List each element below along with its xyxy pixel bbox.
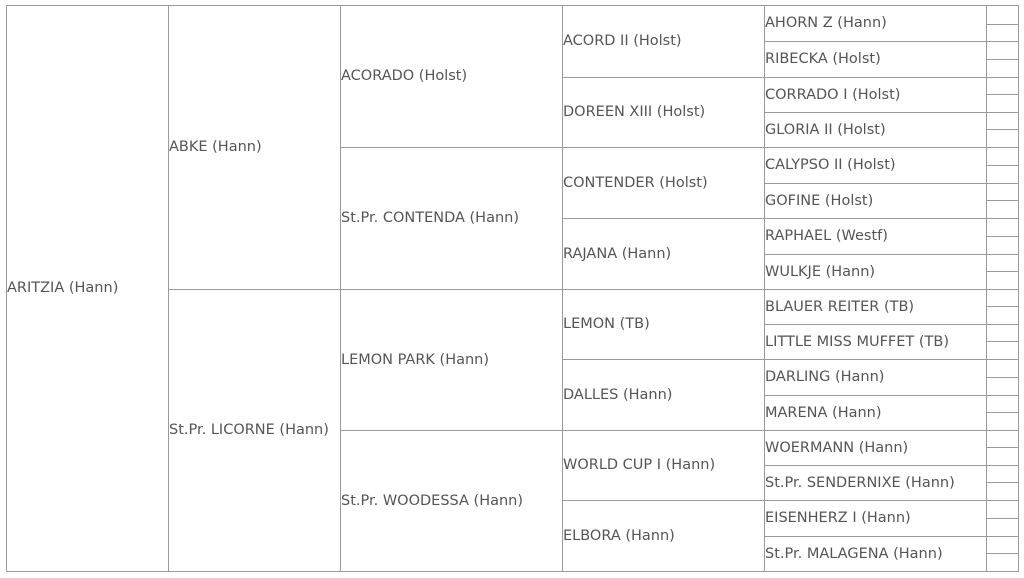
horse-name: ARITZIA (Hann) xyxy=(7,280,119,297)
pedigree-table xyxy=(6,5,1019,572)
grandparent-name: St.Pr. WOODESSA (Hann) xyxy=(341,492,524,509)
pedigree-horse-cell xyxy=(7,6,169,571)
sire-cell xyxy=(169,6,341,289)
ggg-name: BLAUER REITER (TB) xyxy=(765,298,915,315)
ggg-cell xyxy=(765,289,987,324)
g6-cell xyxy=(987,59,1018,77)
ggg-cell xyxy=(765,430,987,465)
ggg-name: WULKJE (Hann) xyxy=(765,263,876,280)
great-grandparent-cell xyxy=(563,147,765,218)
great-grandparent-cell xyxy=(563,289,765,359)
grandparent-cell xyxy=(341,6,563,147)
g6-cell xyxy=(987,324,1018,341)
ggg-cell xyxy=(765,500,987,536)
ggg-cell xyxy=(765,395,987,430)
g6-cell xyxy=(987,289,1018,306)
ggg-name: WOERMANN (Hann) xyxy=(765,439,909,456)
great-grandparent-cell xyxy=(563,6,765,77)
ggg-name: RAPHAEL (Westf) xyxy=(765,228,888,245)
ggg-cell xyxy=(765,41,987,77)
great-grandparent-name: RAJANA (Hann) xyxy=(563,245,672,262)
g6-cell xyxy=(987,24,1018,41)
sire-name: ABKE (Hann) xyxy=(169,139,262,156)
ggg-name: CALYPSO II (Holst) xyxy=(765,157,896,174)
g6-cell xyxy=(987,482,1018,500)
ggg-name: EISENHERZ I (Hann) xyxy=(765,510,911,527)
great-grandparent-cell xyxy=(563,77,765,147)
g6-cell xyxy=(987,500,1018,518)
g6-cell xyxy=(987,94,1018,112)
g6-cell xyxy=(987,165,1018,183)
grandparent-cell xyxy=(341,147,563,289)
ggg-cell xyxy=(765,359,987,395)
g6-cell xyxy=(987,447,1018,465)
g6-cell xyxy=(987,41,1018,59)
g6-cell xyxy=(987,341,1018,359)
g6-cell xyxy=(987,77,1018,94)
great-grandparent-cell xyxy=(563,500,765,571)
ggg-cell xyxy=(765,465,987,500)
grandparent-name: LEMON PARK (Hann) xyxy=(341,351,490,368)
great-grandparent-name: ACORD II (Holst) xyxy=(563,33,682,50)
great-grandparent-name: ELBORA (Hann) xyxy=(563,527,675,544)
ggg-name: GOFINE (Holst) xyxy=(765,192,874,209)
g6-cell xyxy=(987,112,1018,129)
ggg-cell xyxy=(765,112,987,147)
ggg-cell xyxy=(765,536,987,571)
g6-cell xyxy=(987,395,1018,412)
ggg-cell xyxy=(765,183,987,218)
g6-cell xyxy=(987,465,1018,482)
g6-cell xyxy=(987,359,1018,377)
great-grandparent-cell xyxy=(563,218,765,289)
g6-cell xyxy=(987,518,1018,536)
ggg-cell xyxy=(765,77,987,112)
grandparent-cell xyxy=(341,289,563,430)
g6-cell xyxy=(987,412,1018,430)
great-grandparent-name: DOREEN XIII (Holst) xyxy=(563,104,706,121)
great-grandparent-cell xyxy=(563,430,765,500)
g6-cell xyxy=(987,430,1018,447)
dam-name: St.Pr. LICORNE (Hann) xyxy=(169,422,329,439)
great-grandparent-name: LEMON (TB) xyxy=(563,316,650,333)
ggg-cell xyxy=(765,147,987,183)
g6-cell xyxy=(987,254,1018,271)
g6-cell xyxy=(987,306,1018,324)
ggg-name: LITTLE MISS MUFFET (TB) xyxy=(765,333,950,350)
great-grandparent-name: CONTENDER (Holst) xyxy=(563,174,708,191)
ggg-cell xyxy=(765,254,987,289)
g6-cell xyxy=(987,377,1018,395)
g6-cell xyxy=(987,200,1018,218)
grandparent-name: ACORADO (Holst) xyxy=(341,68,468,85)
dam-cell xyxy=(169,289,341,571)
g6-cell xyxy=(987,129,1018,147)
g6-cell xyxy=(987,236,1018,254)
grandparent-cell xyxy=(341,430,563,571)
ggg-cell xyxy=(765,324,987,359)
ggg-name: AHORN Z (Hann) xyxy=(765,15,887,32)
great-grandparent-name: DALLES (Hann) xyxy=(563,386,673,403)
ggg-cell xyxy=(765,218,987,254)
great-grandparent-name: WORLD CUP I (Hann) xyxy=(563,457,716,474)
ggg-name: GLORIA II (Holst) xyxy=(765,121,886,138)
g6-cell xyxy=(987,147,1018,165)
grandparent-name: St.Pr. CONTENDA (Hann) xyxy=(341,210,520,227)
ggg-name: RIBECKA (Holst) xyxy=(765,51,881,68)
g6-cell xyxy=(987,553,1018,571)
ggg-name: St.Pr. MALAGENA (Hann) xyxy=(765,545,943,562)
ggg-name: CORRADO I (Holst) xyxy=(765,86,901,103)
g6-cell xyxy=(987,218,1018,236)
ggg-name: St.Pr. SENDERNIXE (Hann) xyxy=(765,474,955,491)
g6-cell xyxy=(987,6,1018,24)
g6-cell xyxy=(987,271,1018,289)
g6-cell xyxy=(987,183,1018,200)
ggg-name: MARENA (Hann) xyxy=(765,404,882,421)
ggg-name: DARLING (Hann) xyxy=(765,369,885,386)
ggg-cell xyxy=(765,6,987,41)
g6-cell xyxy=(987,536,1018,553)
great-grandparent-cell xyxy=(563,359,765,430)
